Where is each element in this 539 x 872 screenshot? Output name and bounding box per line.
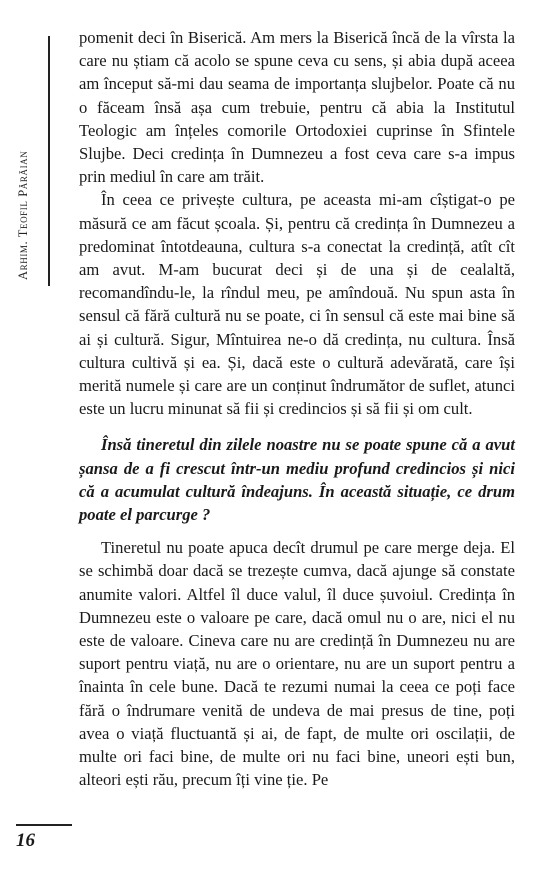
page-number: 16 <box>16 830 35 851</box>
paragraph-culture: În ceea ce privește cultura, pe aceasta mi-am cîștigat-o pe măsură ce am făcut școala. Și, pentru că credința în Dumnezeu a predominat întotdeauna, cultura s-a conectat la credință, atît cît am avut. M-am bucurat deci și de una și de cealaltă, recomandîndu-le, la rîndul meu, pe amîndouă. Nu spun asta în sensul că fără cultură nu se poate, ci în sensul că este mai bine să ai și cultură. Sigur, Mîntuirea ne-o dă credința, nu cultura. Însă cultura cultivă și ea. Și, dacă este o cultură adevărată, care își merită numele și care are un conținut îndrumător de suflet, atunci este un lucru minunat să fii și credincios și să fii și om cult. <box>79 190 515 419</box>
running-head <box>14 40 38 280</box>
body-text <box>79 26 515 792</box>
paragraph-answer: Tineretul nu poate apuca decît drumul pe care merge deja. El se schimbă doar dacă se trezește cumva, dacă ajunge să constate anumite valori. Altfel îl duce valul, îl duce șuvoiul. Credința în Dumnezeu este o valoare pe care, dacă omul nu o are, nici el nu este de valoare. Cineva care nu are credință în Dumnezeu nu are suport pentru viață, nu are o orientare, nu are un suport pentru a înainta în cele bune. Dacă te rezumi numai la ceea ce poți face fără o îndrumare venită de undeva de mai presus de tine, poți avea o viață fluctuantă și ai, de fapt, de multe ori oscilații, de multe ori faci bine, de multe ori nu faci bine, uneori ești bun, alteori ești rău, precum îți vine ție. Pe <box>79 538 515 790</box>
interview-question: Însă tineretul din zilele noastre nu se poate spune că a avut șansa de a fi crescut într-un mediu profund credincios și nici că a acumulat cultură îndeajuns. În această situație, ce drum poate el parcurge ? <box>79 435 515 525</box>
running-head-text: Arhim. Teofil Părăian <box>16 150 30 280</box>
paragraph-continuation: pomenit deci în Biserică. Am mers la Biserică încă de la vîrsta la care nu știam că acolo se spune ceva cu sens, și abia după aceea am început să-mi dau seama de importanța slujbelor. Poate că nu o făceam însă așa cum trebuie, pentru că abia la Institutul Teologic am înțeles comorile Ortodoxiei cuprinse în Sfintele Slujbe. Deci credința în Dumnezeu a fost ceva care s-a impus prin mediul în care am trăit. <box>79 28 515 187</box>
footer-rule <box>16 824 72 826</box>
running-head-rule <box>48 36 50 286</box>
